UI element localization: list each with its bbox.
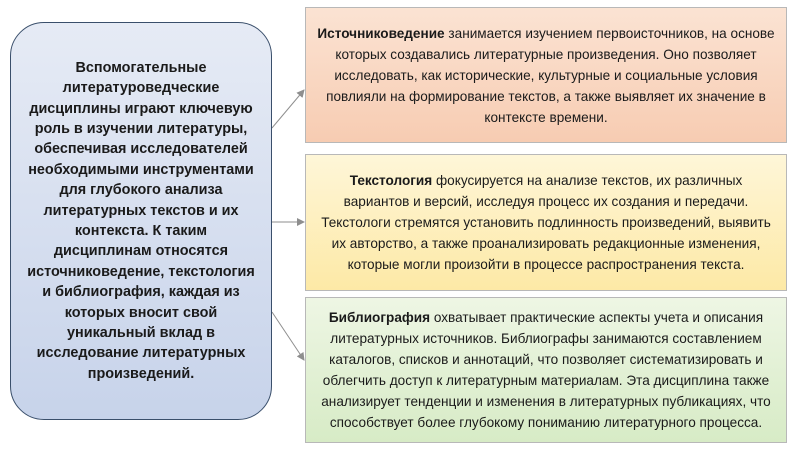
bibliography-box — [305, 297, 787, 443]
connector-arrow-3 — [272, 312, 304, 360]
textology-box — [305, 154, 787, 291]
bibliography-text: охватывает практические аспекты учета и описания литературных источников. Библиографы занимаются составлением каталогов, списков и аннотаций, что позволяет систематизировать и облегчить доступ к литературным материалам. Эта дисциплина также анализирует тенденции и изменения в литературных публикациях, что способствует более глубокому пониманию литературного процесса. — [321, 310, 771, 430]
textology-term: Текстология — [349, 173, 433, 188]
source-studies-description — [316, 23, 776, 128]
bibliography-description — [316, 307, 776, 433]
source-studies-box — [305, 7, 787, 143]
connector-arrow-1 — [272, 90, 304, 128]
textology-text: фокусируется на анализе текстов, их различных вариантов и версий, исследуя процесс их создания и передачи. Текстологи стремятся установить подлинность произведений, выявить их авторство, а также проанализировать редакционные изменения, которые могли произойти в процессе распространения текста. — [321, 173, 771, 272]
bibliography-term: Библиография — [328, 310, 431, 325]
textology-description — [316, 170, 776, 275]
source-studies-term: Источниковедение — [317, 25, 445, 41]
source-studies-text: занимается изучением первоисточников, на основе которых создавались литературные произведения. Оно позволяет исследовать, как исторические, культурные и социальные условия повлияли на формирование текстов, а также выявляет их значение в контексте времени. — [326, 25, 775, 125]
intro-box — [10, 22, 272, 420]
intro-text: Вспомогательные литературоведческие дисциплины играют ключевую роль в изучении литературы, обеспечивая исследователей необходимыми инструментами для глубокого анализа литературных текстов и их контекста. К таким дисциплинам относятся источниковедение, текстология и библиография, каждая из которых вносит свой уникальный вклад в исследование литературных произведений. — [27, 59, 255, 382]
